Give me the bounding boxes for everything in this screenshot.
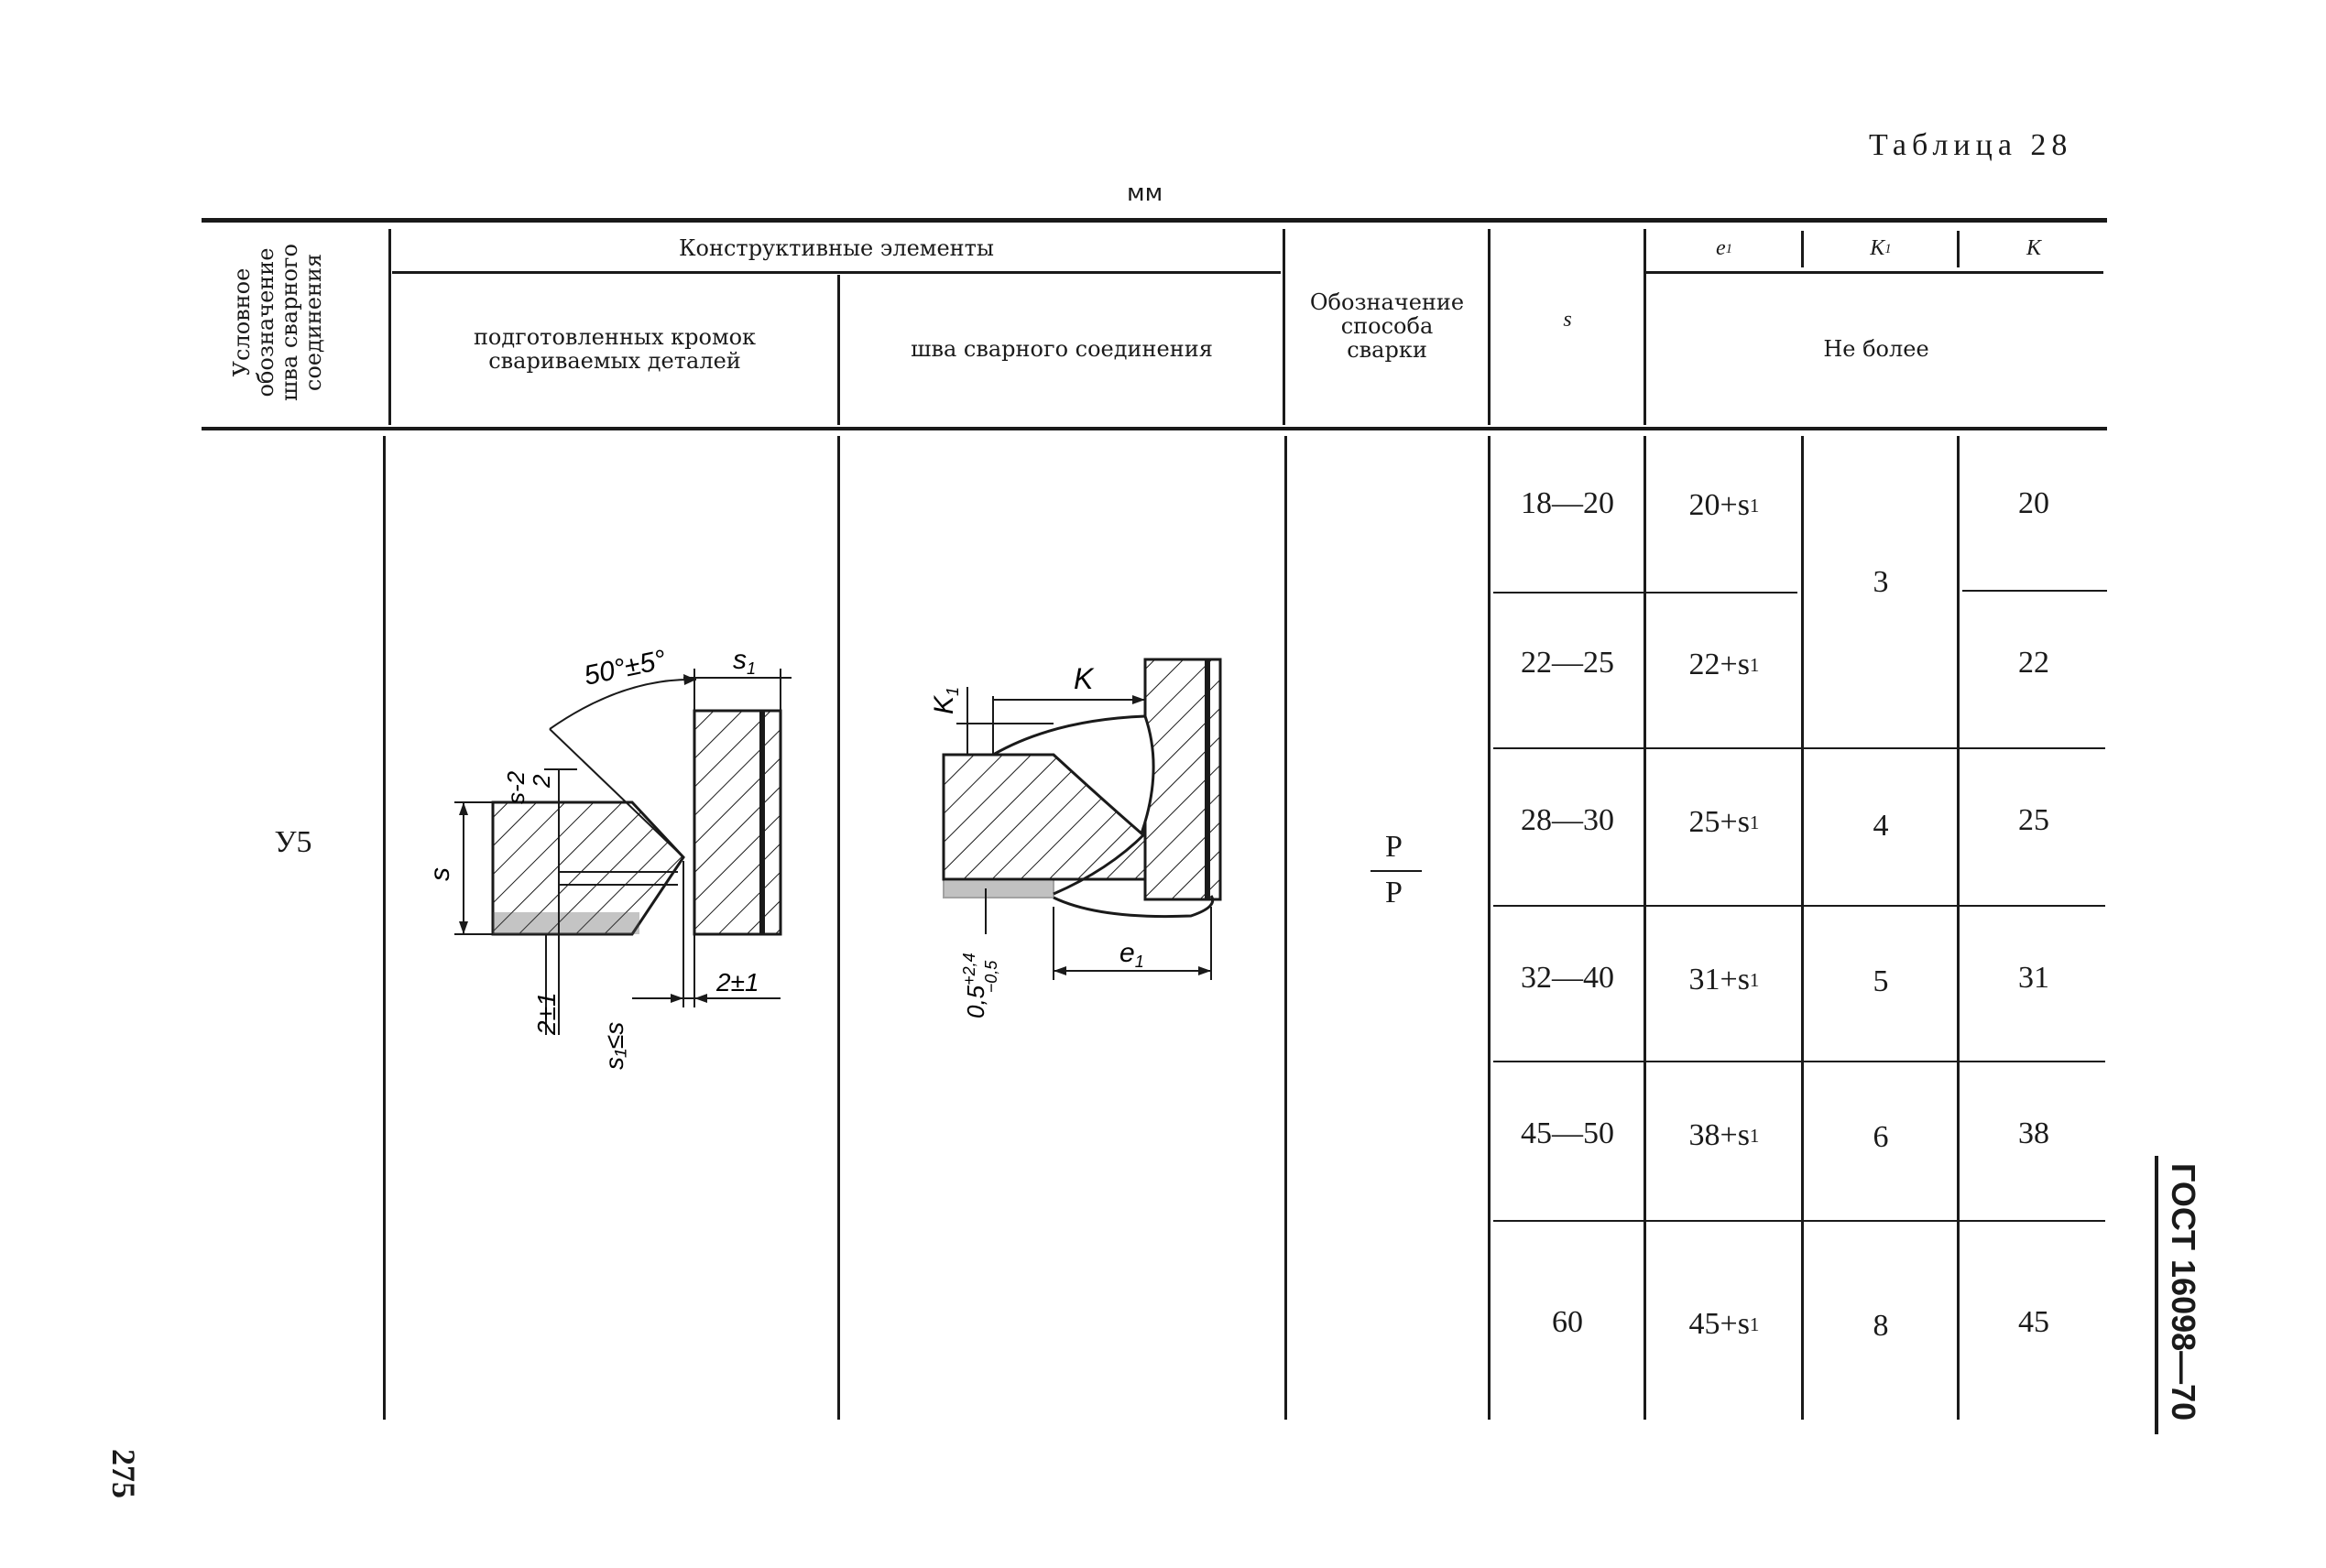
k1-value: 4: [1873, 809, 1889, 843]
col-divider: [837, 275, 840, 425]
gost-label: ГОСТ 16098—70: [2165, 1163, 2202, 1421]
notmore-overline: [1645, 271, 2103, 274]
k-label: K: [1074, 662, 1094, 695]
s-value: 28—30: [1521, 803, 1614, 837]
condition-label: s₁≤s: [600, 1021, 628, 1070]
gap-left-label: 2±1: [532, 992, 561, 1035]
col-divider: [1957, 231, 1960, 267]
e1-value: 38+s 1: [1688, 1118, 1760, 1152]
col-divider: [1488, 229, 1491, 425]
units-label: мм: [1127, 180, 1163, 207]
col-divider: [1643, 229, 1646, 425]
s-value: 60: [1552, 1305, 1583, 1339]
k-value: 22: [2018, 646, 2049, 680]
k1-value: 5: [1873, 964, 1889, 998]
s-value: 18—20: [1521, 486, 1614, 520]
s-value: 45—50: [1521, 1116, 1614, 1150]
col-divider: [1284, 436, 1287, 1420]
e1-value: 20+s 1: [1688, 488, 1760, 522]
k1-value: 8: [1873, 1309, 1889, 1343]
s-minus-label: s-2: [502, 770, 530, 804]
s-header: s: [1563, 308, 1572, 332]
designation-header: Условное обозначение шва сварного соединения: [229, 244, 326, 401]
constructive-underline: [392, 271, 1281, 274]
col-divider: [1488, 436, 1491, 1420]
e1-value: 22+s 1: [1688, 648, 1760, 681]
joint-designation: У5: [274, 825, 312, 859]
table-title: Таблица 28: [1869, 128, 2073, 162]
row-rule: [1493, 905, 2105, 907]
k-value: 20: [2018, 486, 2049, 520]
constructive-elements-header: Конструктивные элементы: [678, 235, 995, 262]
k-header: K: [2026, 236, 2041, 261]
k1-header: K 1: [1870, 236, 1892, 261]
row-rule: [1493, 592, 1797, 593]
e1-value: 25+s 1: [1688, 805, 1760, 839]
col-divider: [1801, 436, 1804, 1420]
gap-right-label: 2±1: [716, 968, 759, 996]
k1-label: $K_1$: [929, 686, 962, 714]
welding-method-header: Обозначение способа сварки: [1309, 289, 1465, 363]
gost-rule: [2155, 1156, 2158, 1434]
header-bottom-rule: [202, 427, 2107, 430]
e1-label: $e_1$: [1119, 938, 1144, 971]
tolerance-label: $0,5^{+2,4} -0,5$: [960, 953, 1000, 1018]
k-value: 45: [2018, 1305, 2049, 1339]
prepared-edges-header: подготовленных кромок свариваемых деталей: [473, 324, 757, 374]
table-top-rule: [202, 218, 2107, 223]
col-divider: [1957, 436, 1960, 1420]
prepared-edges-drawing: [421, 632, 806, 1081]
row-rule: [1962, 590, 2107, 592]
col-divider: [1643, 436, 1646, 1420]
col-divider: [388, 229, 391, 425]
s1-label: $s_1$: [733, 645, 757, 678]
s-value: 22—25: [1521, 646, 1614, 680]
k-value: 31: [2018, 961, 2049, 995]
angle-label: 50°±5°: [581, 644, 669, 691]
k1-value: 3: [1873, 565, 1889, 599]
weld-seam-drawing: [916, 641, 1264, 1044]
s-value: 32—40: [1521, 961, 1614, 995]
weld-seam-header: шва сварного соединения: [911, 336, 1213, 363]
not-more-header: Не более: [1823, 336, 1929, 363]
col-divider: [383, 436, 386, 1420]
k-value: 25: [2018, 803, 2049, 837]
s-label: s: [425, 867, 455, 881]
e1-value: 31+s 1: [1688, 963, 1760, 996]
e1-header: e 1: [1715, 236, 1733, 261]
s-den-label: 2: [528, 774, 555, 788]
row-rule: [1493, 747, 2105, 749]
row-rule: [1493, 1061, 2105, 1062]
col-divider: [1283, 229, 1285, 425]
k1-value: 6: [1873, 1120, 1889, 1154]
row-rule: [1493, 1220, 2105, 1222]
welding-method-value: Р Р: [1370, 830, 1425, 921]
k-value: 38: [2018, 1116, 2049, 1150]
e1-value: 45+s 1: [1688, 1307, 1760, 1341]
page-number: 275: [105, 1449, 142, 1498]
col-divider: [837, 436, 840, 1420]
col-divider: [1801, 231, 1804, 267]
